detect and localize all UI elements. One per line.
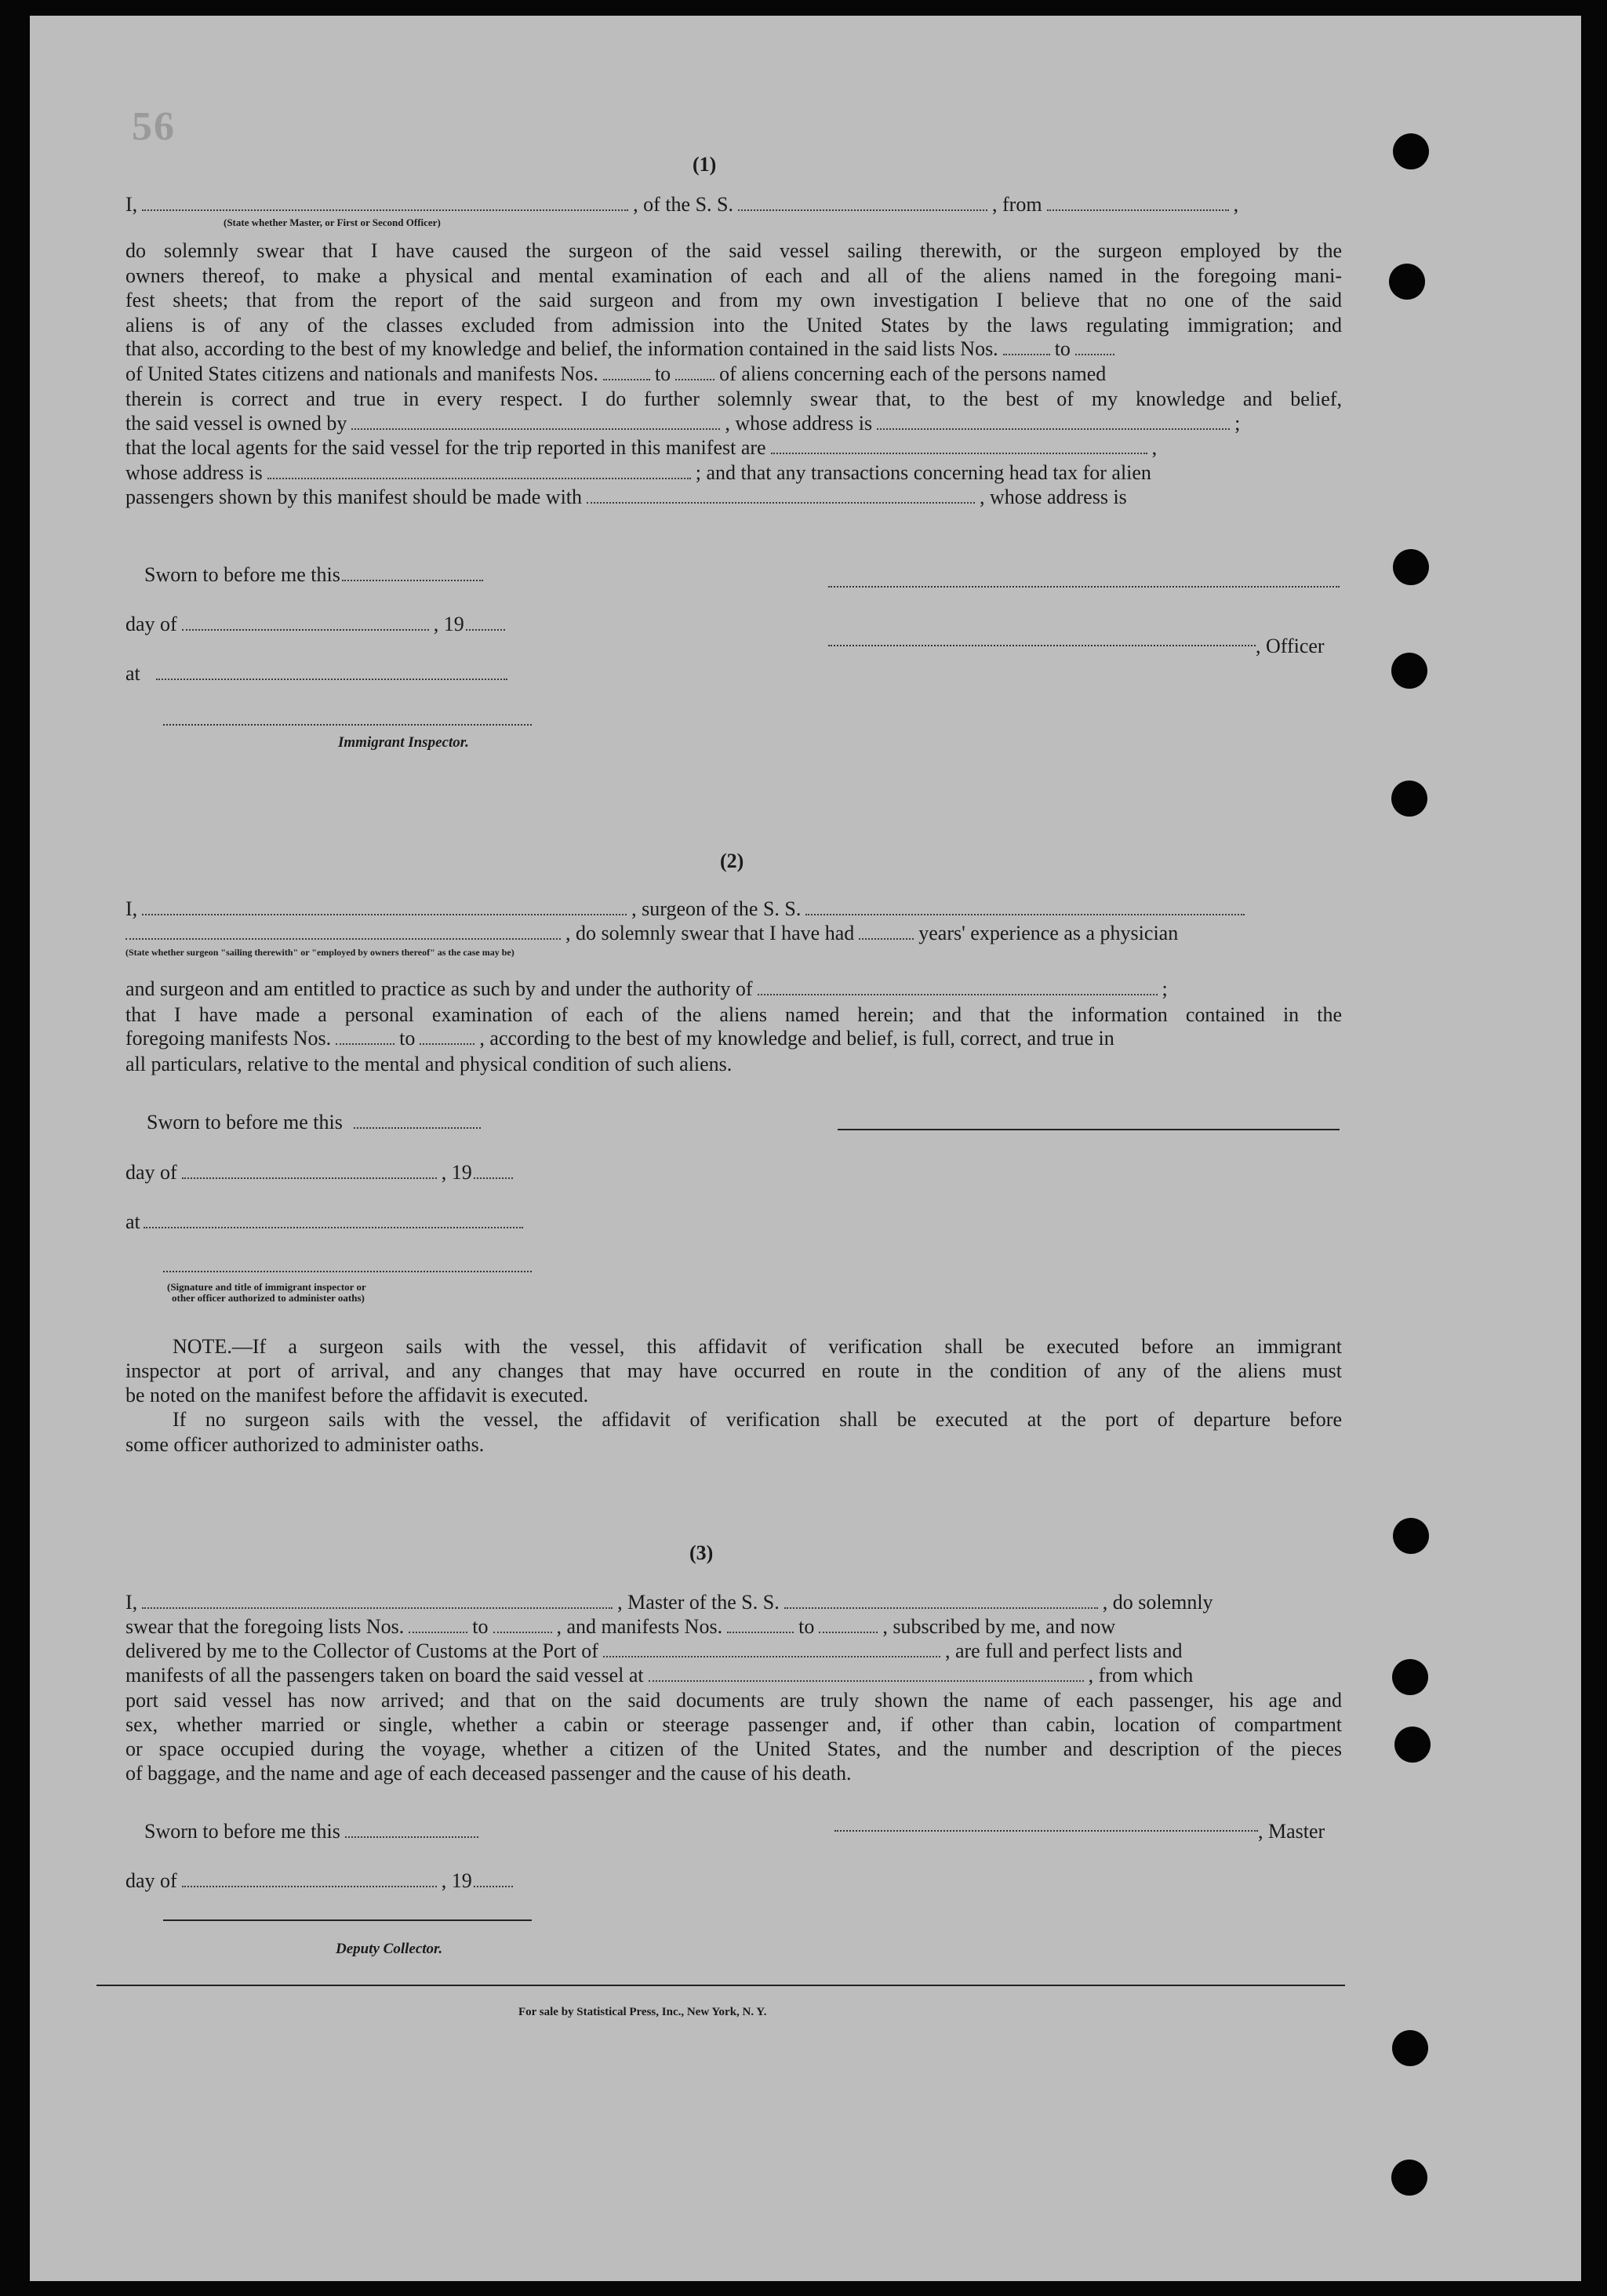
sworn-date-blank[interactable] (342, 579, 483, 581)
section-2-paragraph-line: all particulars, relative to the mental and physical condition of such aliens. (125, 1053, 733, 1075)
years-experience-blank[interactable] (859, 937, 914, 940)
section-3-line: of baggage, and the name and age of each deceased passenger and the cause of his death. (125, 1762, 852, 1785)
punch-hole (1393, 549, 1429, 585)
at-place-blank[interactable] (144, 1226, 523, 1228)
section-1-paragraph-line: the said vessel is owned by , whose address is ; (125, 412, 1241, 435)
page-number: 56 (132, 104, 176, 149)
sworn-before-label: Sworn to before me this (147, 1111, 485, 1134)
section-1-paragraph-line: that also, according to the best of my knowledge and belief, the information contained in the said lists Nos. to (125, 337, 1119, 361)
master-title-note: (State whether Master, or First or Second Officer) (224, 217, 441, 228)
surgeon-note-line: NOTE.—If a surgeon sails with the vessel, this affidavit of verification shall be executed before an immigrant (173, 1335, 1342, 1358)
surgeon-signature-line[interactable] (838, 1129, 1340, 1130)
section-3-line: manifests of all the passengers taken on board the said vessel at , from which (125, 1664, 1194, 1687)
officer-line: , Officer (828, 635, 1325, 658)
at-place-blank[interactable] (156, 678, 507, 680)
manifests-to-blank[interactable] (819, 1631, 878, 1633)
lists-to-blank[interactable] (1075, 353, 1114, 355)
section-1-paragraph-line: owners thereof, to make a physical and mental examination of each and all of the aliens named in the foregoing mani- (125, 264, 1342, 287)
local-agents-blank[interactable] (771, 452, 1147, 454)
authority-blank[interactable] (758, 993, 1158, 995)
at-label: at (125, 1210, 528, 1234)
punch-hole (1394, 1727, 1431, 1763)
surgeon-note-line: some officer authorized to administer oaths. (125, 1433, 485, 1456)
officer-signature-line[interactable] (163, 1271, 532, 1272)
punch-hole (1391, 780, 1427, 817)
manifests-to-blank[interactable] (420, 1042, 474, 1045)
footer-rule (96, 1985, 1345, 1986)
lists-to-blank[interactable] (493, 1631, 552, 1633)
section-1-paragraph-line: do solemnly swear that I have caused the surgeon of the said vessel sailing therewith, or the surgeon employed by the (125, 239, 1342, 262)
sworn-date-blank[interactable] (345, 1836, 478, 1838)
sworn-before-label: Sworn to before me this (144, 1820, 483, 1843)
year-blank[interactable] (474, 1177, 513, 1179)
punch-hole (1389, 264, 1425, 300)
surgeon-note-line: be noted on the manifest before the affidavit is executed. (125, 1384, 589, 1406)
surgeon-note-line: inspector at port of arrival, and any changes that may have occurred en route in the condition of any of the aliens must (125, 1359, 1342, 1382)
day-of-label: day of , 19 (125, 1161, 518, 1184)
section-1-paragraph-line: fest sheets; that from the report of the said surgeon and from my own investigation I believe that no one of the said (125, 289, 1342, 311)
vessel-name-blank[interactable] (738, 209, 987, 211)
deputy-signature-line[interactable] (163, 1919, 532, 1921)
section-1-number: (1) (693, 153, 717, 176)
master-signature-line: , Master (834, 1820, 1325, 1843)
inspector-signature-line[interactable] (163, 724, 532, 726)
section-1-paragraph-line: passengers shown by this manifest should be made with , whose address is (125, 486, 1127, 508)
punch-hole (1393, 133, 1429, 169)
section-2-paragraph-line: and surgeon and am entitled to practice as such by and under the authority of ; (125, 977, 1168, 1000)
officer-signature-line[interactable] (828, 645, 1256, 646)
from-port-blank[interactable] (1047, 209, 1229, 211)
section-1-line-1: I, , of the S. S. , from , (125, 193, 1239, 216)
section-3-line: swear that the foregoing lists Nos. to , and manifests Nos. to , subscribed by me, and now (125, 1615, 1116, 1638)
section-1-paragraph-line: that the local agents for the said vessel for the trip reported in this manifest are , (125, 436, 1158, 459)
master-signature-blank[interactable] (834, 1830, 1258, 1832)
punch-hole (1393, 1518, 1429, 1554)
vessel-name-blank[interactable] (784, 1606, 1098, 1609)
day-blank[interactable] (182, 1885, 437, 1887)
section-3-line: or space occupied during the voyage, whether a citizen of the United States, and the number and description of the pieces (125, 1737, 1342, 1760)
signature-title-note: other officer authorized to administer oaths) (172, 1292, 365, 1304)
day-of-label: day of , 19 (125, 613, 510, 636)
surgeon-note-line: If no surgeon sails with the vessel, the affidavit of verification shall be executed at the port of departure before (173, 1408, 1342, 1431)
master-name-blank[interactable] (142, 209, 628, 211)
section-3-line: port said vessel has now arrived; and that on the said documents are truly shown the name of each passenger, his age and (125, 1689, 1342, 1712)
manifests-from-blank[interactable] (603, 378, 650, 380)
day-of-label: day of , 19 (125, 1869, 518, 1893)
signature-title-note: (Signature and title of immigrant inspector or (167, 1281, 366, 1293)
punch-hole (1392, 1659, 1428, 1695)
section-1-paragraph-line: whose address is ; and that any transactions concerning head tax for alien (125, 461, 1151, 484)
year-blank[interactable] (474, 1885, 513, 1887)
head-tax-party-blank[interactable] (587, 501, 975, 504)
lists-from-blank[interactable] (409, 1631, 467, 1633)
surgeon-name-blank[interactable] (142, 913, 627, 915)
manifests-to-blank[interactable] (675, 378, 714, 380)
immigrant-inspector-label: Immigrant Inspector. (338, 734, 469, 751)
section-3-line: I, , Master of the S. S. , do solemnly (125, 1591, 1213, 1614)
signature-line[interactable] (828, 586, 1340, 588)
section-3-number: (3) (689, 1541, 714, 1564)
year-blank[interactable] (466, 628, 505, 631)
section-1-paragraph-line: therein is correct and true in every respect. I do further solemnly swear that, to the best of my knowledge and belief, (125, 388, 1342, 410)
surgeon-vessel-blank[interactable] (805, 913, 1245, 915)
section-2-line-2: , do solemnly swear that I have had years' experience as a physician (125, 922, 1178, 945)
manifests-from-blank[interactable] (727, 1631, 794, 1633)
section-1-paragraph-line: of United States citizens and nationals and manifests Nos. to of aliens concerning each of the persons named (125, 362, 1107, 385)
punch-hole (1391, 2160, 1427, 2196)
section-2-number: (2) (720, 850, 744, 872)
section-1-paragraph-line: aliens is of any of the classes excluded from admission into the United States by the laws regulating immigration; and (125, 314, 1342, 337)
vessel-owner-blank[interactable] (351, 428, 720, 430)
section-3-line: sex, whether married or single, whether a cabin or steerage passenger and, if other than cabin, location of compartment (125, 1713, 1342, 1736)
day-blank[interactable] (182, 628, 429, 631)
surgeon-status-note: (State whether surgeon "sailing therewith" or "employed by owners thereof" as the case may be) (125, 947, 514, 958)
master-name-blank[interactable] (142, 1606, 613, 1609)
sworn-before-label: Sworn to before me this (144, 563, 488, 587)
section-3-line: delivered by me to the Collector of Customs at the Port of , are full and perfect lists and (125, 1639, 1183, 1662)
lists-from-blank[interactable] (1003, 353, 1050, 355)
punch-hole (1391, 653, 1427, 689)
section-2-paragraph-line: foregoing manifests Nos. to , according to the best of my knowledge and belief, is full, correct, and true in (125, 1027, 1114, 1050)
boarding-port-blank[interactable] (649, 1679, 1084, 1682)
punch-hole (1392, 2030, 1428, 2066)
manifest-back-page (30, 16, 1581, 2281)
printer-footer: For sale by Statistical Press, Inc., New York, N. Y. (518, 2006, 767, 2018)
day-blank[interactable] (182, 1177, 437, 1179)
deputy-collector-label: Deputy Collector. (336, 1941, 443, 1957)
manifests-from-blank[interactable] (336, 1042, 394, 1045)
sworn-date-blank[interactable] (354, 1126, 481, 1129)
agent-address-blank[interactable] (267, 477, 691, 479)
at-label: at (125, 662, 512, 686)
owner-address-blank[interactable] (877, 428, 1230, 430)
section-2-line-1: I, , surgeon of the S. S. (125, 897, 1249, 921)
surgeon-status-blank[interactable] (125, 937, 561, 940)
port-blank[interactable] (603, 1655, 940, 1657)
section-2-paragraph-line: that I have made a personal examination of each of the aliens named herein; and that the information contained in the (125, 1003, 1342, 1026)
